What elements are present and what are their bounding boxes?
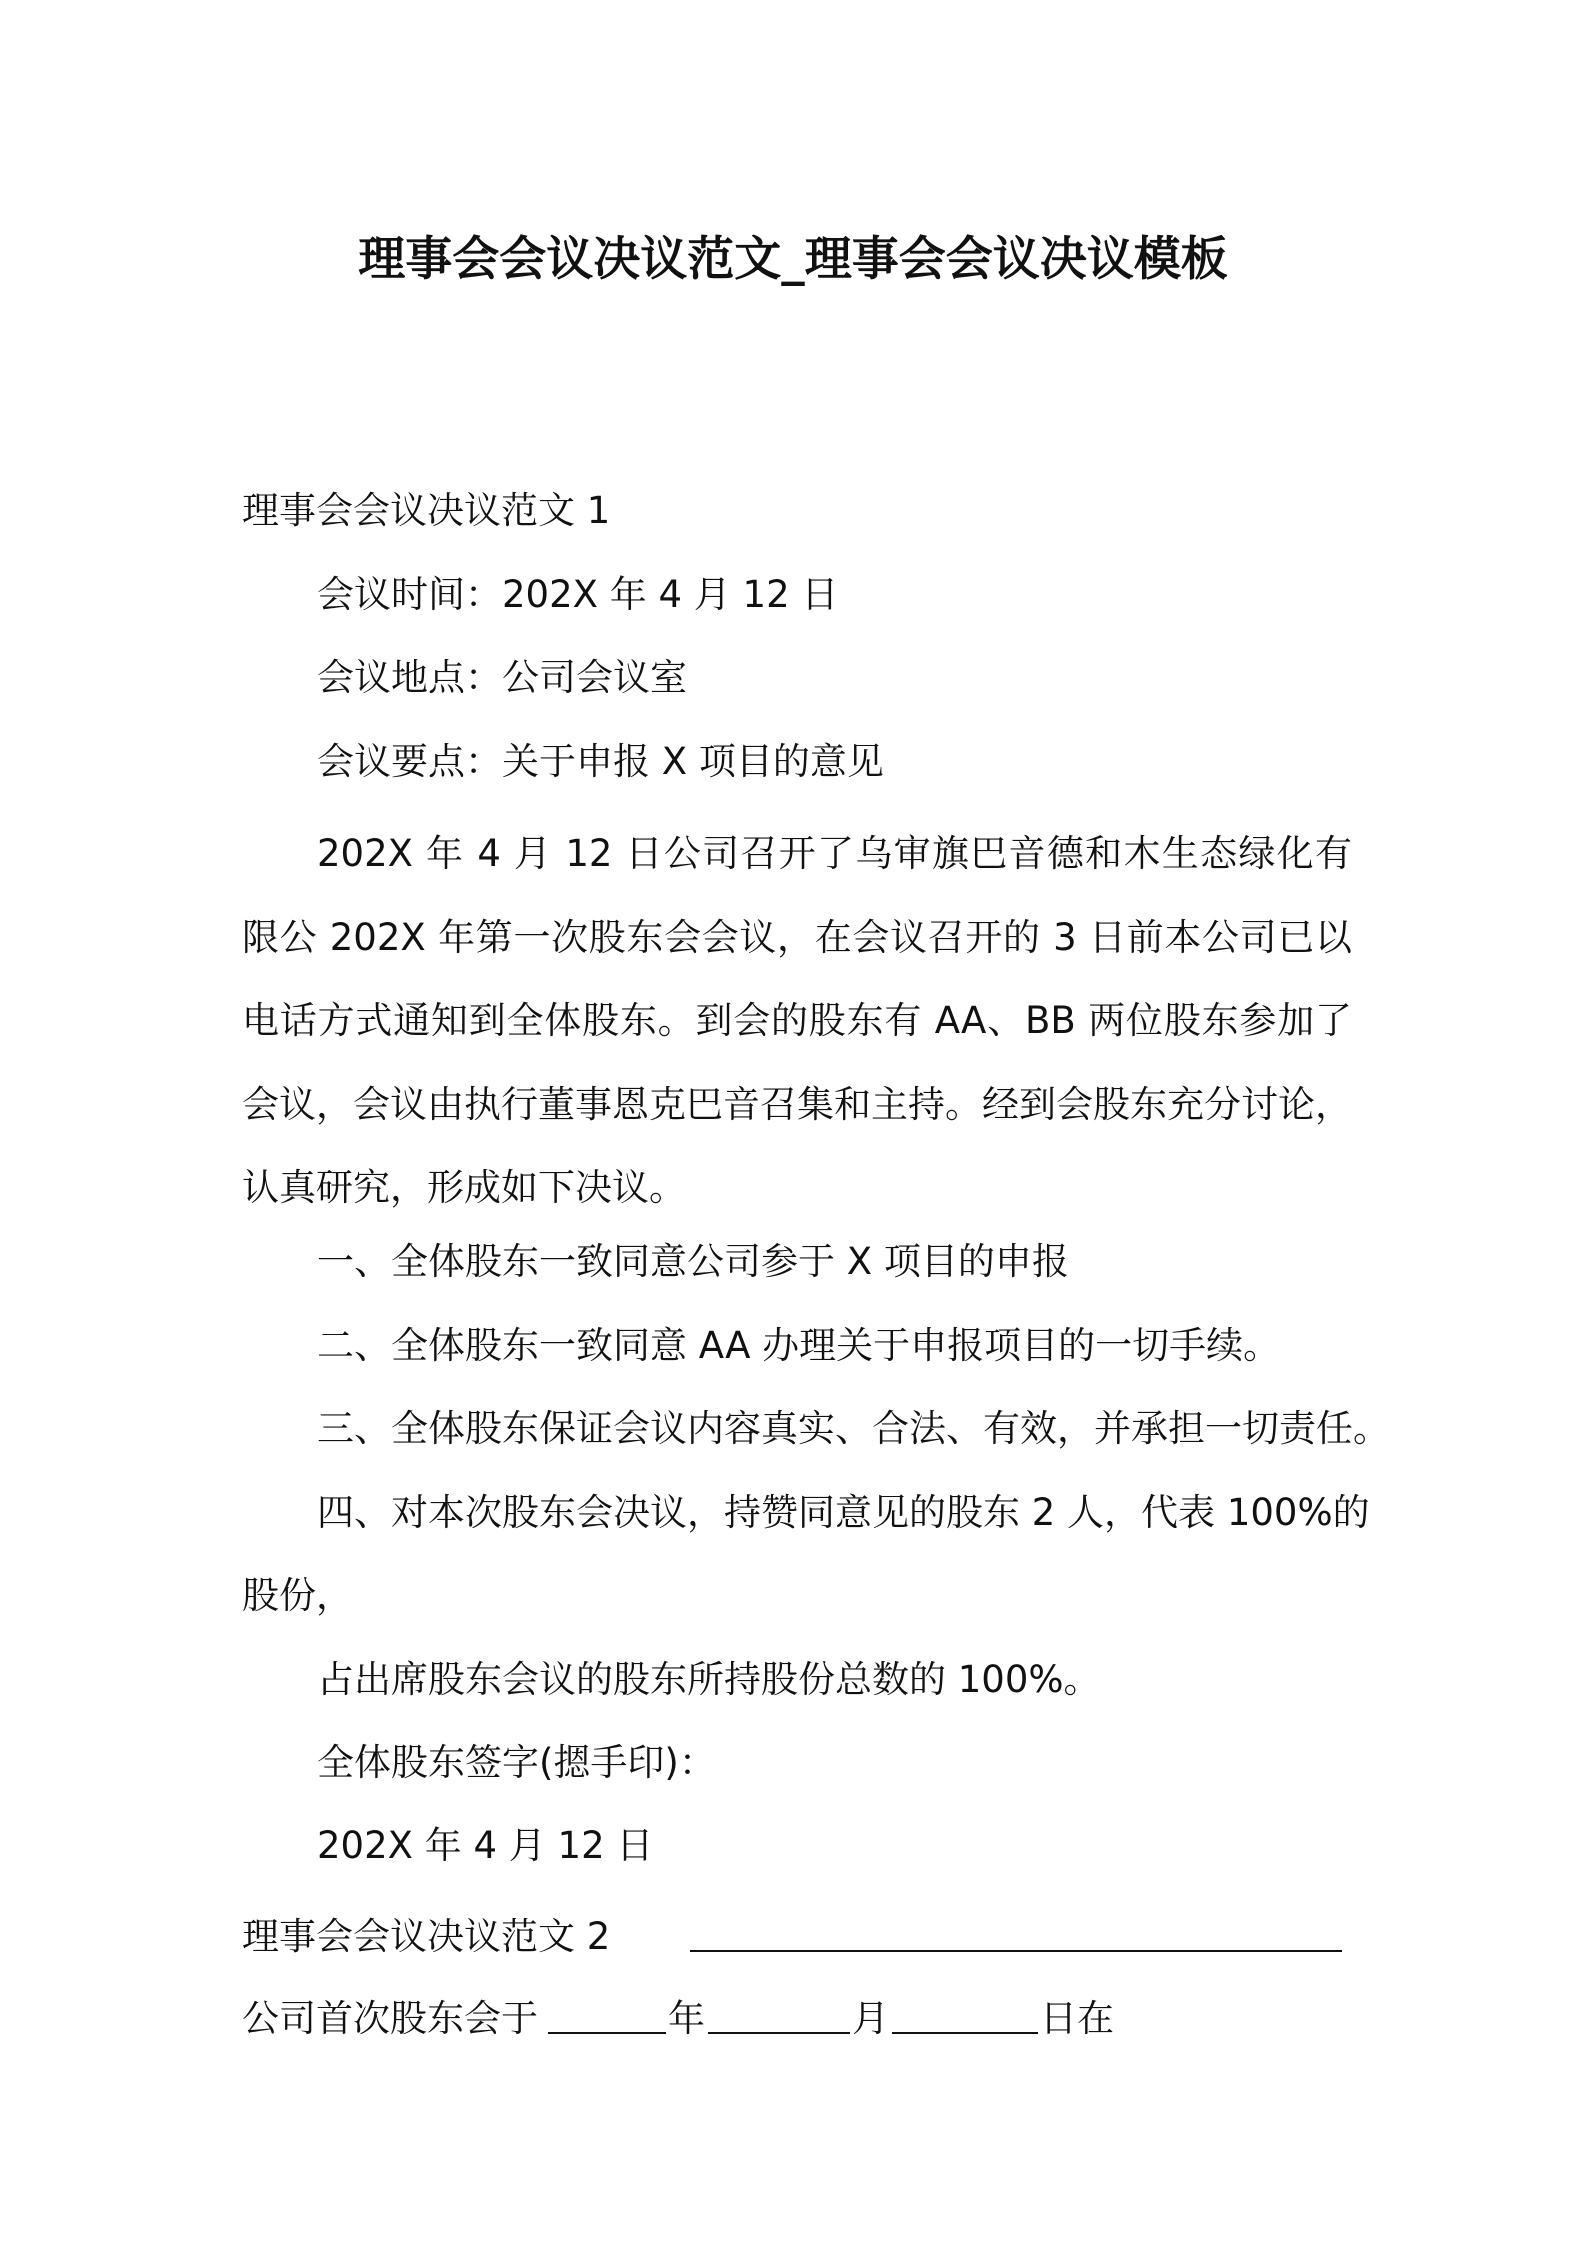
resolution-2: 二、全体股东一致同意 AA 办理关于申报项目的一切手续。 [317,1324,1281,1367]
first-meeting-prefix: 公司首次股东会于 [242,1997,538,2040]
month-blank [708,2032,850,2034]
page-title: 理事会会议决议范文_理事会会议决议模板 [358,232,1228,287]
meeting-date: 202X 年 4 月 12 日 [317,1824,654,1867]
meeting-points: 会议要点：关于申报 X 项目的意见 [317,740,884,783]
sample2-heading: 理事会会议决议范文 2 [242,1915,611,1958]
resolution-1: 一、全体股东一致同意公司参于 X 项目的申报 [317,1240,1069,1283]
share-ratio: 占出席股东会议的股东所持股份总数的 100%。 [317,1658,1101,1701]
signature-line: 全体股东签字(摁手印)： [317,1741,716,1784]
day-blank [892,2032,1038,2034]
heading-fill-blank [690,1950,1342,1952]
year-blank [548,2032,666,2034]
resolution-3: 三、全体股东保证会议内容真实、合法、有效，并承担一切责任。 [317,1407,1390,1450]
year-label: 年 [668,1997,705,2040]
resolution-4-line2: 股份， [242,1574,353,1617]
meeting-body-paragraph: 202X 年 4 月 12 日公司召开了乌审旗巴音德和木生态绿化有限公 202X 年第一次股东会会议，在会议召开的 3 日前本公司已以电话方式通知到全体股东。到会的股东有 AA、BB 两位股东参加了会议，会议由执行董事恩克巴音召集和主持。经到会股东充分讨论，认真研究，形成如下决议。 [242,832,1352,1209]
meeting-place: 会议地点：公司会议室 [317,656,687,699]
meeting-time: 会议时间：202X 年 4 月 12 日 [317,573,839,616]
sample1-heading: 理事会会议决议范文 1 [242,489,611,532]
month-label: 月 [852,1997,889,2040]
day-label: 日在 [1040,1997,1114,2040]
resolution-4-line1: 四、对本次股东会决议，持赞同意见的股东 2 人，代表 100%的 [317,1491,1370,1534]
